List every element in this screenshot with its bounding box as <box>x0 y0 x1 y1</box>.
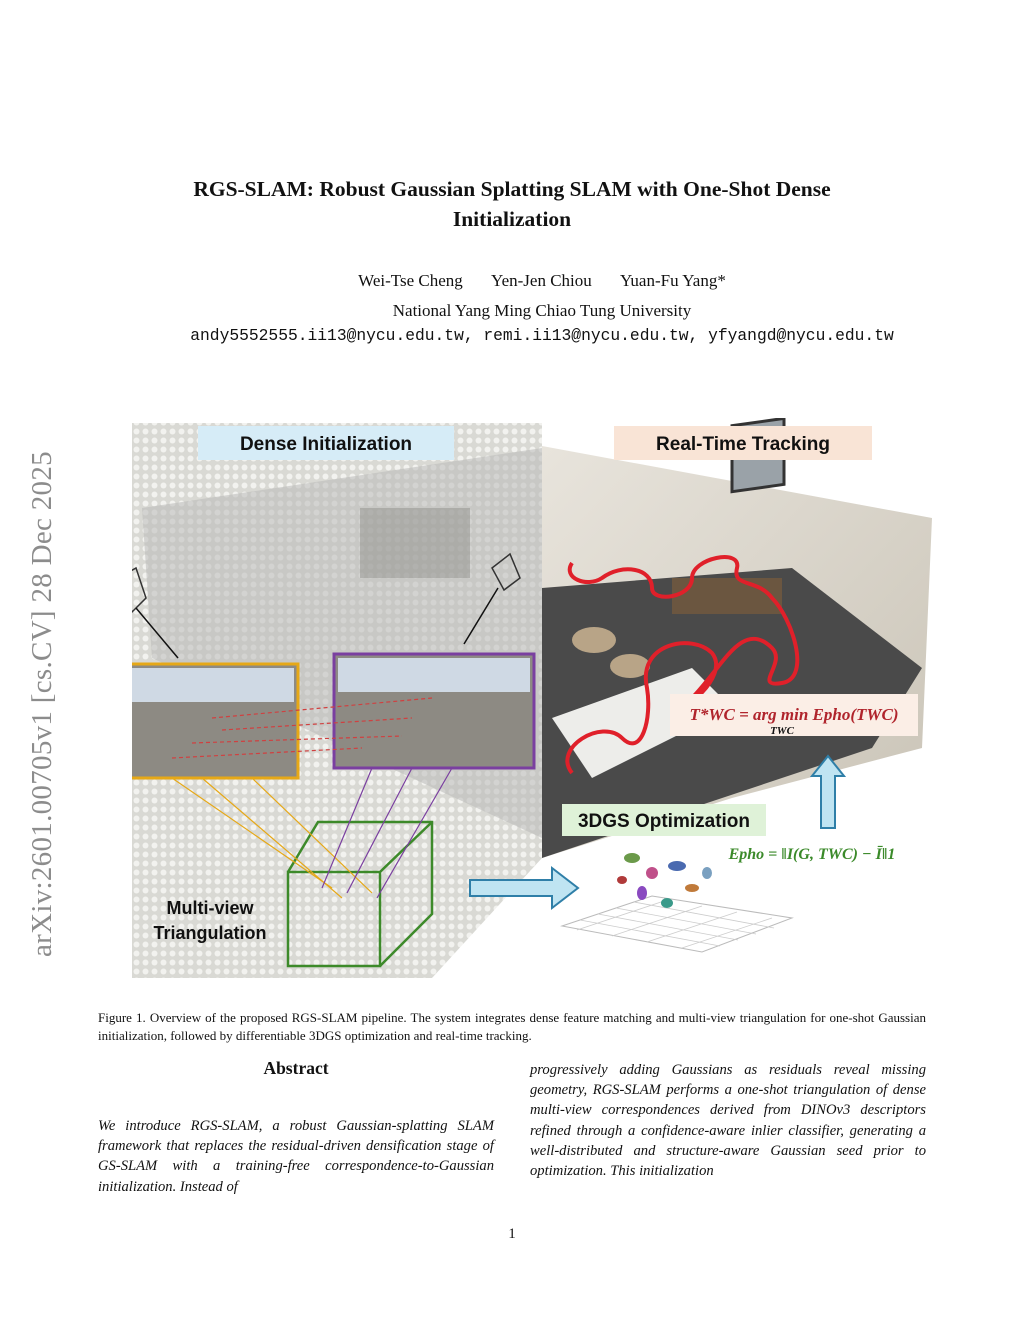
overview-figure <box>132 418 940 978</box>
gaussian-ellipsoids <box>617 853 712 908</box>
author-2: Yen-Jen Chiou <box>491 271 592 290</box>
page-number: 1 <box>508 1226 516 1242</box>
right-view-window <box>338 658 530 692</box>
arxiv-stamp: arXiv:2601.00705v1 [cs.CV] 28 Dec 2025 <box>26 451 58 957</box>
tracking-equation-sub: TWC <box>770 725 794 737</box>
tracking-label: Real-Time Tracking <box>656 434 830 455</box>
photometric-equation: Epho = ‖I(G, TWC) − Ī‖1 <box>728 846 896 863</box>
abstract-left-column: We introduce RGS-SLAM, a robust Gaussian-splatting SLAM framework that replaces the residual-driven densification stage of GS-SLAM with a training-free correspondence-to-Gaussian initialization. Instead of <box>98 1118 494 1195</box>
room-ottoman-1 <box>572 627 616 653</box>
author-emails: andy5552555.ii13@nycu.edu.tw, remi.ii13@nycu.edu.tw, yfyangd@nycu.edu.tw <box>190 326 894 345</box>
abstract-right-column: progressively adding Gaussians as residuals reveal missing geometry, RGS-SLAM performs a one-shot triangulation of dense multi-view correspondences derived from DINOv3 descriptors refined through a confidence-aware inlier classifier, generating a well-distributed and structure-aware Gaussian seed prior to optimization. This initialization <box>530 1062 926 1180</box>
triangulation-label-2: Triangulation <box>153 923 267 943</box>
room-dresser <box>672 578 782 614</box>
tracking-equation: T*WC = arg min Epho(TWC) <box>689 705 899 724</box>
gaussian-grid <box>562 896 792 952</box>
opt-label: 3DGS Optimization <box>577 811 751 832</box>
abstract-heading: Abstract <box>263 1058 329 1078</box>
dense-label: Dense Initialization <box>239 434 413 455</box>
author-3: Yuan-Fu Yang* <box>620 271 726 290</box>
figure-caption: Figure 1. Overview of the proposed RGS-SLAM pipeline. The system integrates dense feature matching and multi-view triangulation for one-shot Gaussian initialization, followed by differentiable 3DGS optimization and real-time tracking. <box>98 1010 926 1043</box>
triangulation-label-1: Multi-view <box>166 898 254 918</box>
affiliation: National Yang Ming Chiao Tung University <box>392 301 692 320</box>
paper-title <box>0 174 1024 234</box>
title-line-1: RGS-SLAM: Robust Gaussian Splatting SLAM with One-Shot Dense <box>193 177 831 201</box>
gaussian-grid-lines <box>577 900 774 948</box>
left-view-window <box>132 668 294 702</box>
author-1: Wei-Tse Cheng <box>358 271 463 290</box>
title-line-2: Initialization <box>452 207 572 231</box>
author-list <box>0 271 1024 291</box>
point-cloud-window <box>360 508 470 578</box>
